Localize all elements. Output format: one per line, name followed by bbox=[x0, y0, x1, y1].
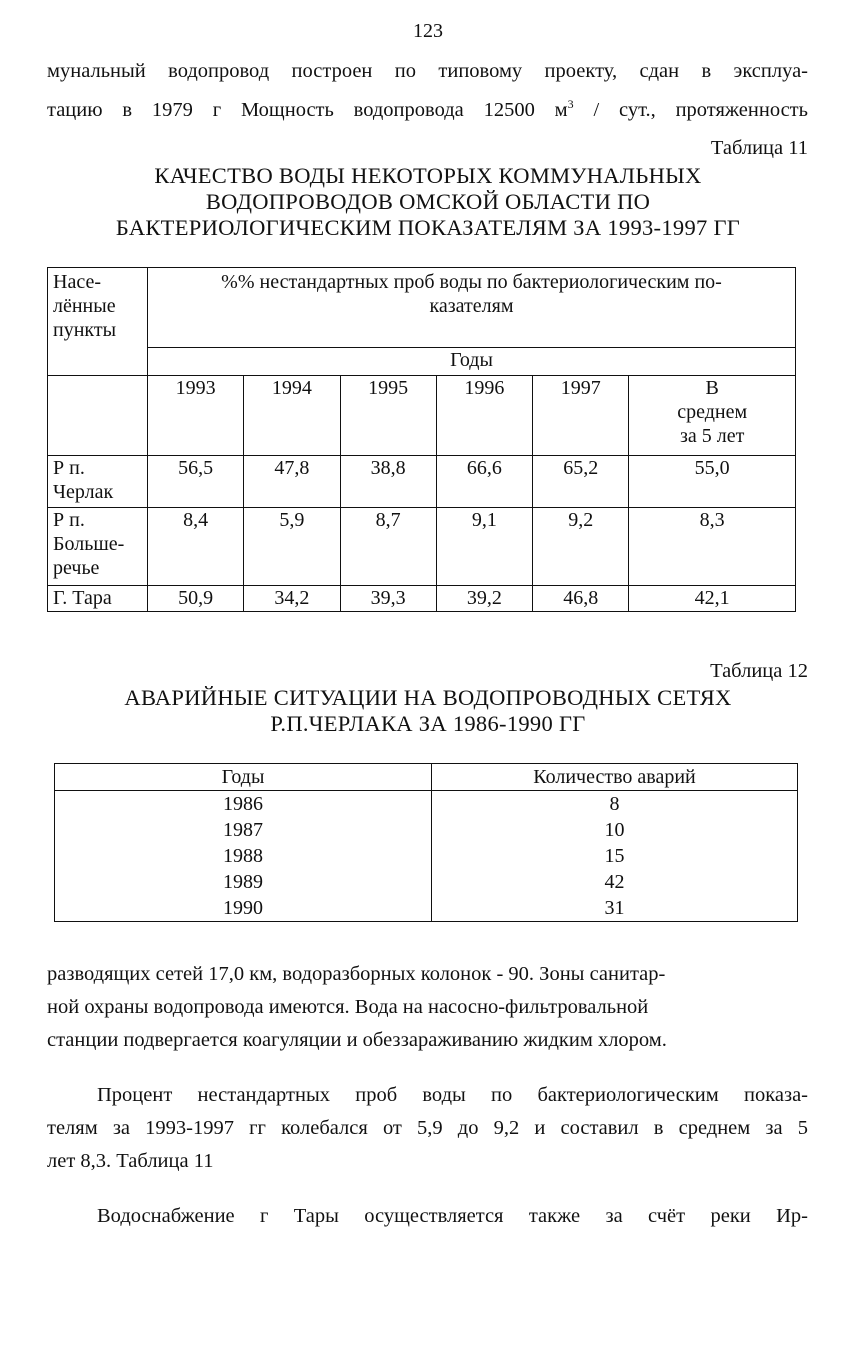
year-cell: 1995 bbox=[340, 376, 436, 456]
count-cell: 15 bbox=[432, 843, 798, 869]
text-line: мунальный водопровод построен по типовому проекту, сдан в эксплуа- bbox=[47, 60, 808, 82]
year-cell: 1990 bbox=[55, 895, 432, 922]
table-row bbox=[48, 586, 796, 612]
value-cell: 9,1 bbox=[436, 508, 532, 586]
empty-cell bbox=[48, 376, 148, 456]
page-number: 123 bbox=[413, 20, 443, 42]
value-cell: 66,6 bbox=[436, 456, 532, 508]
cell-line: речье bbox=[53, 557, 100, 579]
cell-line: Р п. bbox=[53, 509, 85, 531]
table-12 bbox=[54, 763, 798, 922]
value-cell: 39,3 bbox=[340, 586, 436, 612]
years-label-row bbox=[48, 348, 796, 376]
paragraph bbox=[47, 1079, 808, 1178]
value-cell: 55,0 bbox=[629, 456, 796, 508]
paragraph bbox=[47, 958, 808, 1057]
value-cell: 8,4 bbox=[148, 508, 244, 586]
text-line: ной охраны водопровода имеются. Вода на насосно-фильтровальной bbox=[47, 996, 649, 1018]
table-row bbox=[55, 895, 798, 922]
value-cell: 46,8 bbox=[533, 586, 629, 612]
superscript: 3 bbox=[567, 97, 574, 111]
settlements-header bbox=[48, 268, 148, 376]
header-line: пункты bbox=[53, 319, 117, 341]
table-11-title bbox=[0, 163, 856, 241]
table-12-title bbox=[0, 685, 856, 737]
text-line: разводящих сетей 17,0 км, водоразборных колонок - 90. Зоны санитар- bbox=[47, 963, 666, 985]
header-row bbox=[55, 764, 798, 791]
text-line: станции подвергается коагуляции и обеззараживанию жидким хлором. bbox=[47, 1029, 667, 1051]
count-cell: 8 bbox=[432, 791, 798, 818]
paragraph bbox=[47, 1200, 808, 1233]
value-cell: 5,9 bbox=[244, 508, 340, 586]
value-cell: 38,8 bbox=[340, 456, 436, 508]
settlement-cell bbox=[48, 508, 148, 586]
average-header bbox=[629, 376, 796, 456]
count-cell: 42 bbox=[432, 869, 798, 895]
value-cell: 9,2 bbox=[533, 508, 629, 586]
top-paragraph bbox=[47, 55, 808, 127]
year-cell: 1996 bbox=[436, 376, 532, 456]
title-line: ВОДОПРОВОДОВ ОМСКОЙ ОБЛАСТИ ПО bbox=[205, 189, 651, 214]
title-line: АВАРИЙНЫЕ СИТУАЦИИ НА ВОДОПРОВОДНЫХ СЕТЯХ bbox=[124, 685, 732, 710]
value-cell: 56,5 bbox=[148, 456, 244, 508]
header-line: Насе- bbox=[53, 271, 101, 293]
settlement-cell: Г. Тара bbox=[48, 586, 148, 612]
value-cell: 42,1 bbox=[629, 586, 796, 612]
table-row bbox=[55, 869, 798, 895]
settlement-cell bbox=[48, 456, 148, 508]
year-cell: 1986 bbox=[55, 791, 432, 818]
table-11 bbox=[47, 267, 796, 612]
value-cell: 65,2 bbox=[533, 456, 629, 508]
year-cell: 1997 bbox=[533, 376, 629, 456]
text-line: Водоснабжение г Тары осуществляется также за счёт реки Ир- bbox=[97, 1205, 808, 1227]
value-cell: 8,7 bbox=[340, 508, 436, 586]
cell-line: Черлак bbox=[53, 481, 114, 503]
table-11-label: Таблица 11 bbox=[710, 137, 808, 159]
text-line bbox=[47, 88, 808, 127]
year-cell: 1988 bbox=[55, 843, 432, 869]
main-header bbox=[148, 268, 796, 348]
cell-line: Р п. bbox=[53, 457, 85, 479]
title-line: КАЧЕСТВО ВОДЫ НЕКОТОРЫХ КОММУНАЛЬНЫХ bbox=[154, 163, 702, 188]
table-row bbox=[55, 843, 798, 869]
title-line: БАКТЕРИОЛОГИЧЕСКИМ ПОКАЗАТЕЛЯМ ЗА 1993-1997 ГГ bbox=[115, 215, 741, 240]
year-cell: 1989 bbox=[55, 869, 432, 895]
text-line: лет 8,3. Таблица 11 bbox=[47, 1150, 214, 1172]
year-cell: 1994 bbox=[244, 376, 340, 456]
text-fragment: тацию в 1979 г Мощность водопровода 12500 м bbox=[47, 98, 568, 121]
title-line: Р.П.ЧЕРЛАКА ЗА 1986-1990 ГГ bbox=[270, 711, 586, 736]
count-cell: 10 bbox=[432, 817, 798, 843]
count-cell: 31 bbox=[432, 895, 798, 922]
table-row bbox=[55, 791, 798, 818]
years-row bbox=[48, 376, 796, 456]
header-line: среднем bbox=[677, 401, 748, 423]
cell-line: Больше- bbox=[53, 533, 125, 555]
value-cell: 47,8 bbox=[244, 456, 340, 508]
header-line: В bbox=[705, 377, 719, 399]
header-line: казателям bbox=[429, 295, 514, 317]
header-line: за 5 лет bbox=[679, 425, 745, 447]
header-row bbox=[48, 268, 796, 348]
text-line: телям за 1993-1997 гг колебался от 5,9 до 9,2 и составил в среднем за 5 bbox=[47, 1117, 808, 1139]
table-12-label: Таблица 12 bbox=[710, 660, 808, 682]
count-header: Количество аварий bbox=[432, 764, 798, 791]
header-line: лённые bbox=[53, 295, 116, 317]
text-fragment: / сут., протяженность bbox=[573, 98, 808, 121]
value-cell: 50,9 bbox=[148, 586, 244, 612]
table-row bbox=[48, 456, 796, 508]
years-header: Годы bbox=[55, 764, 432, 791]
value-cell: 8,3 bbox=[629, 508, 796, 586]
year-cell: 1993 bbox=[148, 376, 244, 456]
header-line: %% нестандартных проб воды по бактериологическим по- bbox=[221, 271, 722, 293]
years-header: Годы bbox=[148, 348, 796, 376]
table-row bbox=[55, 817, 798, 843]
text-line: Процент нестандартных проб воды по бактериологическим показа- bbox=[97, 1084, 808, 1106]
year-cell: 1987 bbox=[55, 817, 432, 843]
value-cell: 39,2 bbox=[436, 586, 532, 612]
table-row bbox=[48, 508, 796, 586]
value-cell: 34,2 bbox=[244, 586, 340, 612]
